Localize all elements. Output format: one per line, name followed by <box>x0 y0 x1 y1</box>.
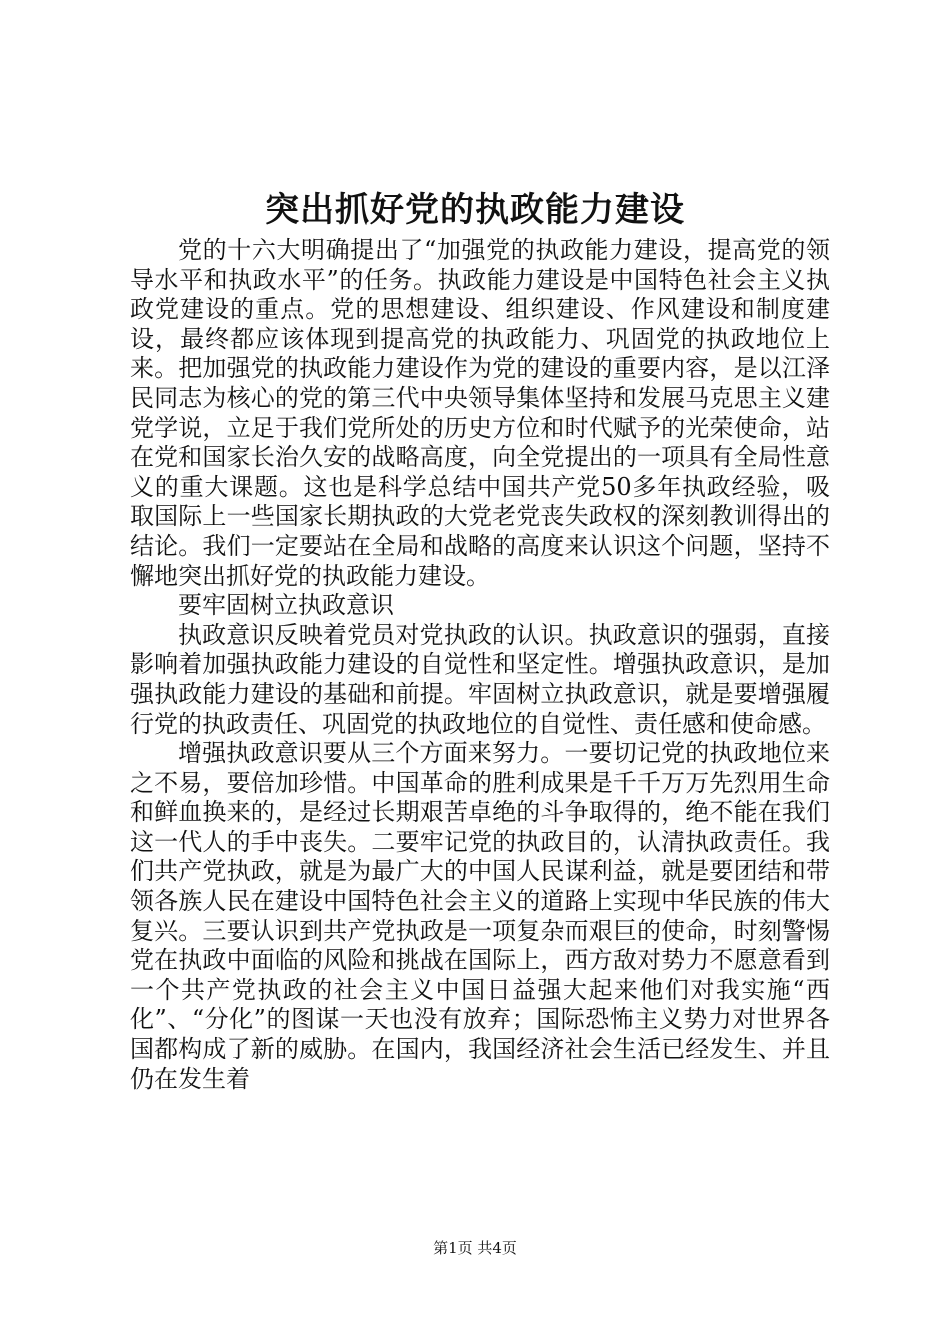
page-footer: 第1页 共4页 <box>433 1239 517 1257</box>
paragraph-three-aspects: 增强执政意识要从三个方面来努力。一要切记党的执政地位来之不易，要倍加珍惜。中国革命的胜利成果是千千万万先烈用生命和鲜血换来的，是经过长期艰苦卓绝的斗争取得的，绝不能在我们这一代人的手中丧失。二要牢记党的执政目的，认清执政责任。我们共产党执政，就是为最广大的中国人民谋利益，就是要团结和带领各族人民在建设中国特色社会主义的道路上实现中华民族的伟大复兴。三要认识到共产党执政是一项复杂而艰巨的使命，时刻警惕党在执政中面临的风险和挑战在国际上，西方敌对势力不愿意看到一个共产党执政的社会主义中国日益强大起来他们对我实施“西化”、“分化”的图谋一天也没有放弃；国际恐怖主义势力对世界各国都构成了新的威胁。在国内，我国经济社会生活已经发生、并且仍在发生着 <box>130 739 830 1093</box>
document-body <box>130 236 830 1094</box>
paragraph-awareness: 执政意识反映着党员对党执政的认识。执政意识的强弱，直接影响着加强执政能力建设的自觉性和坚定性。增强执政意识，是加强执政能力建设的基础和前提。牢固树立执政意识，就是要增强履行党的执政责任、巩固党的执政地位的自觉性、责任感和使命感。 <box>130 620 830 738</box>
document-title: 突出抓好党的执政能力建设 <box>265 190 685 230</box>
section-heading: 要牢固树立执政意识 <box>178 591 394 620</box>
paragraph-intro: 党的十六大明确提出了“加强党的执政能力建设，提高党的领导水平和执政水平”的任务。执政能力建设是中国特色社会主义执政党建设的重点。党的思想建设、组织建设、作风建设和制度建设，最终都应该体现到提高党的执政能力、巩固党的执政地位上来。把加强党的执政能力建设作为党的建设的重要内容，是以江泽民同志为核心的党的第三代中央领导集体坚持和发展马克思主义建党学说，立足于我们党所处的历史方位和时代赋予的光荣使命，站在党和国家长治久安的战略高度，向全党提出的一项具有全局性意义的重大课题。这也是科学总结中国共产党50多年执政经验，吸取国际上一些国家长期执政的大党老党丧失政权的深刻教训得出的结论。我们一定要站在全局和战略的高度来认识这个问题，坚持不懈地突出抓好党的执政能力建设。 <box>130 236 830 590</box>
